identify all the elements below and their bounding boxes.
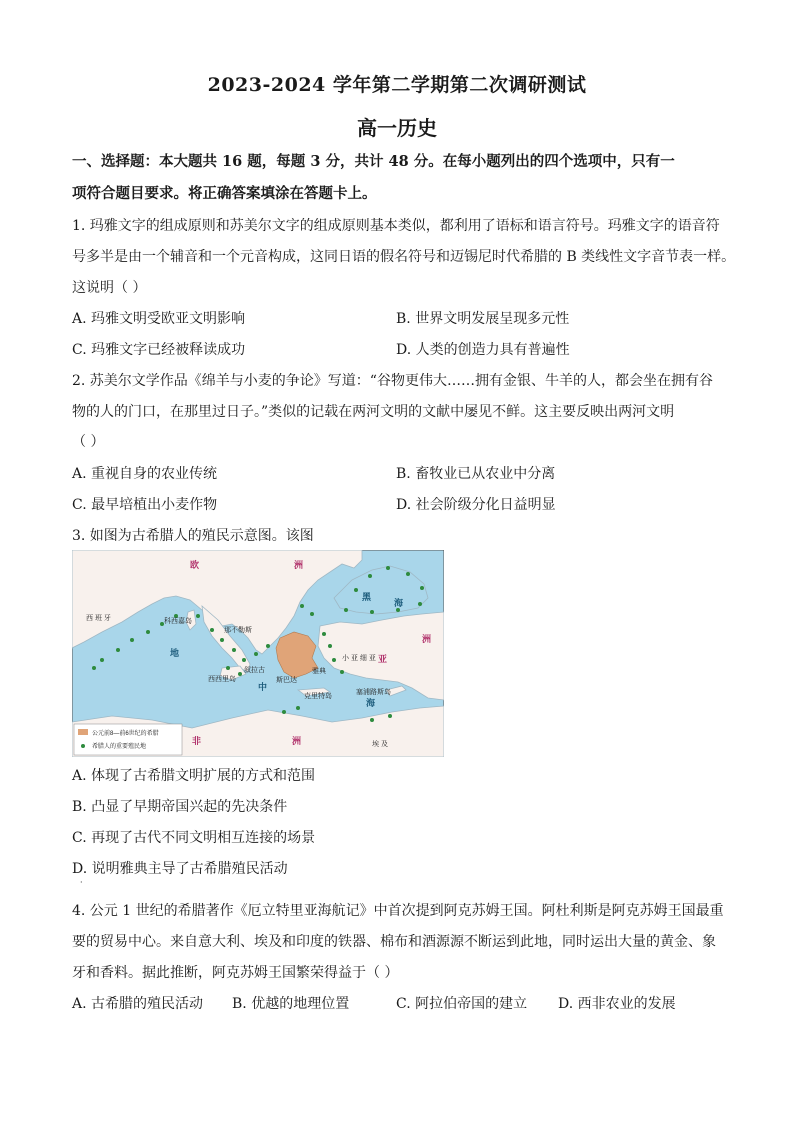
q2-stem-line3: （ ） (72, 434, 105, 450)
legend-colony-label: 希腊人的重要殖民地 (92, 744, 147, 750)
legend-greece-label: 公元前8—前6世纪的希腊 (92, 731, 159, 737)
q4-option-b: B. 优越的地理位置 (232, 996, 350, 1012)
stray-mark: · (80, 878, 83, 887)
q3-option-d: D. 说明雅典主导了古希腊殖民活动 (72, 861, 288, 877)
q4-option-a: A. 古希腊的殖民活动 (72, 996, 204, 1012)
q1-option-d: D. 人类的创造力具有普遍性 (396, 342, 570, 358)
map-label-corsica: 科西嘉岛 (164, 618, 192, 625)
q1-stem-line3: 这说明（ ） (72, 280, 147, 296)
section-instructions-line1: 一、选择题：本大题共 16 题，每题 3 分，共计 48 分。在每小题列出的四个选项中，只有一 (72, 153, 675, 170)
section-instructions-line2: 项符合题目要求。将正确答案填涂在答题卡上。 (72, 185, 377, 202)
map-label-crete: 克里特岛 (304, 693, 332, 700)
q2-option-d: D. 社会阶级分化日益明显 (396, 497, 556, 513)
q1-stem-line1: 1. 玛雅文字的组成原则和苏美尔文字的组成原则基本类似，都利用了语标和语言符号。玛雅文字的语音符 (72, 218, 720, 234)
q2-option-b: B. 畜牧业已从农业中分离 (396, 466, 556, 482)
map-label-asia2: 洲 (422, 634, 432, 644)
q1-option-c: C. 玛雅文字已经被释读成功 (72, 342, 246, 358)
q3-stem-line1: 3. 如图为古希腊人的殖民示意图。该图 (72, 528, 314, 544)
q2-stem-line1: 2. 苏美尔文学作品《绵羊与小麦的争论》写道：“谷物更伟大……拥有金银、牛羊的人，都会坐在拥有谷 (72, 373, 713, 389)
map-label-naples: 那不勒斯 (224, 627, 252, 634)
greek-colonization-map (72, 550, 444, 757)
legend-greece-swatch (78, 729, 88, 735)
map-label-africa2: 洲 (292, 736, 302, 746)
q4-stem-line1: 4. 公元 1 世纪的希腊著作《厄立特里亚海航记》中首次提到阿克苏姆王国。阿杜利斯是阿克苏姆王国最重 (72, 903, 724, 919)
map-label-spain: 西 班 牙 (86, 615, 111, 622)
q4-stem-line2: 要的贸易中心。来自意大利、埃及和印度的铁器、棉布和酒源源不断运到此地，同时运出大量的黄金、象 (72, 934, 716, 950)
map-label-med2: 中 (258, 682, 268, 692)
map-label-syracuse: 叙拉古 (244, 667, 265, 674)
exam-title: 2023-2024 学年第二学期第二次调研测试 (207, 74, 587, 96)
q1-stem-line2: 号多半是由一个辅音和一个元音构成，这同日语的假名符号和迈锡尼时代希腊的 B 类线性文字音节表一样。 (72, 249, 736, 265)
q3-option-c: C. 再现了古代不同文明相互连接的场景 (72, 830, 316, 846)
map-label-black-sea1: 黑 (362, 592, 372, 602)
map-legend (74, 724, 182, 755)
q1-option-b: B. 世界文明发展呈现多元性 (396, 311, 570, 327)
q1-option-a: A. 玛雅文明受欧亚文明影响 (72, 311, 246, 327)
q3-option-a: A. 体现了古希腊文明扩展的方式和范围 (72, 768, 316, 784)
legend-colony-swatch (81, 744, 85, 748)
q2-stem-line2: 物的人的门口，在那里过日子。”类似的记载在两河文明的文献中屡见不鲜。这主要反映出两河文明 (72, 404, 675, 420)
map-label-black-sea2: 海 (394, 598, 404, 608)
map-label-athens: 雅典 (312, 668, 326, 675)
q4-option-c: C. 阿拉伯帝国的建立 (396, 996, 528, 1012)
map-label-europe2: 洲 (294, 560, 304, 570)
q3-option-b: B. 凸显了早期帝国兴起的先决条件 (72, 799, 288, 815)
q4-option-d: D. 西非农业的发展 (558, 996, 676, 1012)
map-label-europe1: 欧 (190, 560, 200, 570)
map-label-sparta: 斯巴达 (276, 677, 297, 684)
map-label-asia1: 亚 (378, 654, 388, 664)
map-label-asia-minor: 小 亚 细 亚 (342, 655, 376, 662)
q2-option-c: C. 最早培植出小麦作物 (72, 497, 218, 513)
map-label-egypt: 埃 及 (372, 741, 388, 748)
map-label-africa1: 非 (192, 736, 202, 746)
map-label-med1: 地 (170, 648, 180, 658)
map-label-cyprus: 塞浦路斯岛 (356, 689, 391, 696)
map-label-med3: 海 (366, 698, 376, 708)
map-label-sicily: 西西里岛 (208, 676, 236, 683)
exam-subject: 高一历史 (357, 116, 437, 140)
q4-stem-line3: 牙和香料。据此推断，阿克苏姆王国繁荣得益于（ ） (72, 965, 399, 981)
q2-option-a: A. 重视自身的农业传统 (72, 466, 218, 482)
